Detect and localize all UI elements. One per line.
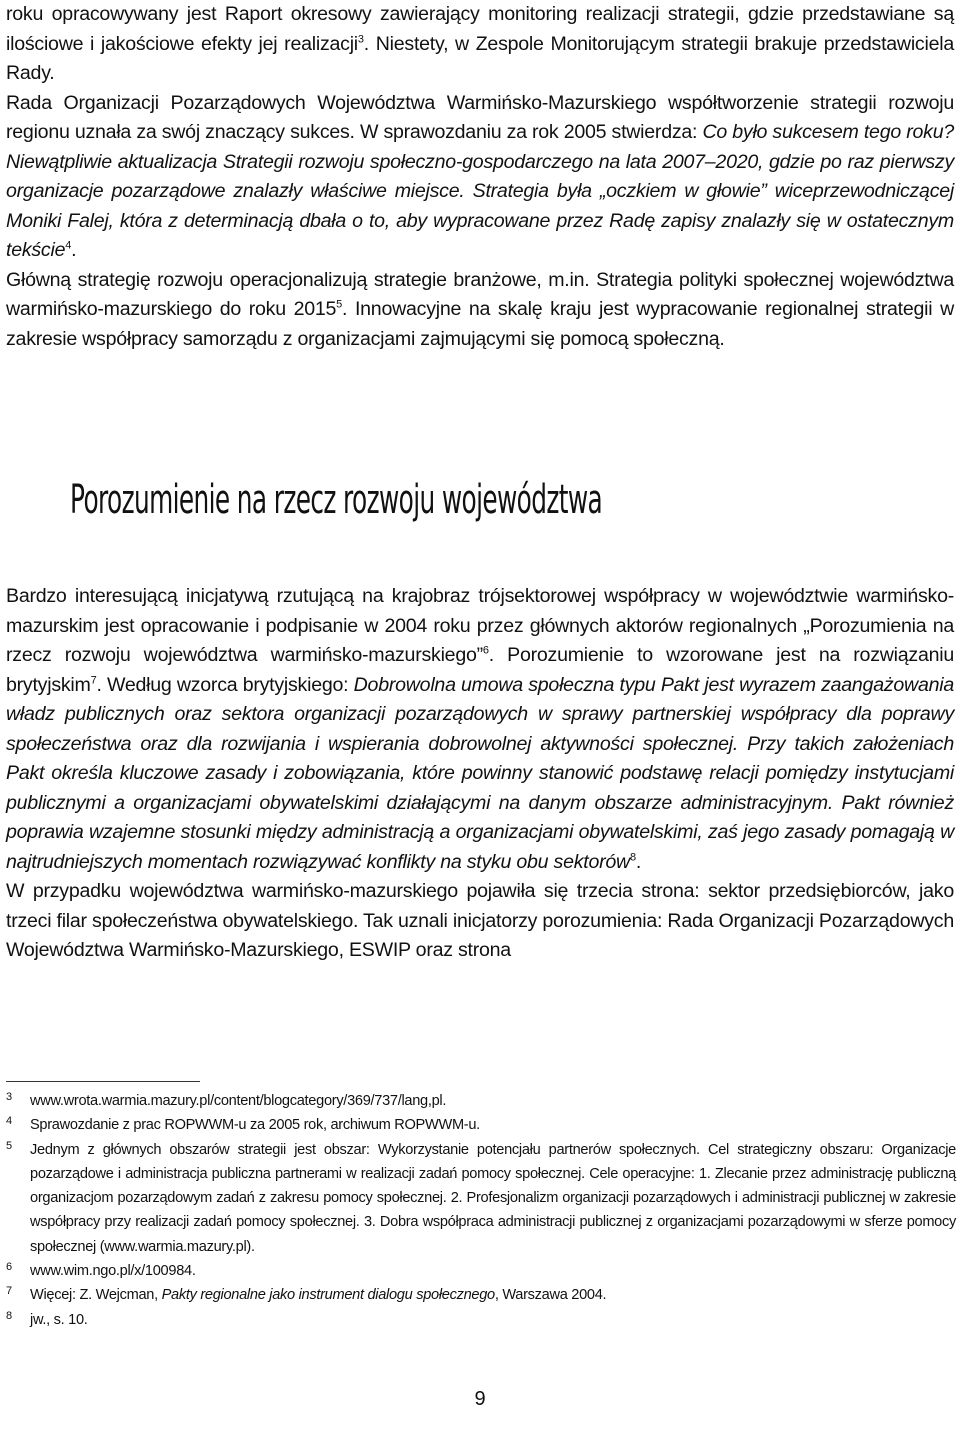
footnote	[6, 1113, 956, 1137]
footnote-text: jw., s. 10.	[30, 1311, 88, 1328]
footnote-number: 6	[6, 1261, 12, 1274]
footnote-number: 3	[6, 1091, 12, 1103]
paragraph	[6, 266, 954, 355]
paragraph	[6, 582, 954, 877]
footnote-number: 8	[6, 1309, 12, 1322]
text-run: . Innowacyjne na skalę kraju jest wypracowanie regionalnej strategii w zakresie współpracy samorządu z organizacjami zajmującymi się pomocą społeczną.	[6, 298, 954, 350]
footnote-divider	[6, 1081, 200, 1082]
footnote-text: Jednym z głównych obszarów strategii jest obszar: Wykorzystanie potencjału partnerów społecznych. Cel strategiczny obszaru: Organizacje pozarządowe i administracja publiczna partnerami w realizacji zadań pomocy społecznej. Cele operacyjne: 1. Zlecanie przez administrację publiczną organizacjom pozarządowym zadań z zakresu pomocy społecznej. 2. Profesjonalizm organizacji pozarządowych i administracji publicznej w zakresie współpracy przy realizacji zadań pomocy społecznej. 3. Dobra współpraca administracji publicznej z organizacjami pozarządowymi w sferze pomocy społecznej (www.warmia.mazury.pl).	[30, 1141, 956, 1255]
footnote	[6, 1259, 956, 1283]
text-run: roku opracowywany jest Raport okresowy zawierający monitoring realizacji strategii, gdzie przedstawiane są ilościowe i jakościowe efekty jej realizacji	[6, 3, 954, 55]
footnote-number: 5	[6, 1139, 12, 1152]
footnote	[6, 1089, 956, 1113]
quote-italic: Co było sukcesem tego roku? Niewątpliwie aktualizacja Strategii rozwoju społeczno-gospodarczego na lata 2007–2020, gdzie po raz pierwszy organizacje pozarządowe znalazły właściwe miejsce. Strategia była „oczkiem w głowie” wiceprzewodniczącej Moniki Falej, która z determinacją dbała o to, aby wypracowane przez Radę zapisy znalazły się w ostatecznym tekście	[6, 121, 954, 261]
text-run: .	[635, 850, 642, 873]
footnote-ref: 8	[629, 850, 636, 863]
footnote-text: Więcej: Z. Wejcman,	[30, 1287, 162, 1304]
footnote-text: Sprawozdanie z prac ROPWWM-u za 2005 rok, archiwum ROPWWM-u.	[30, 1117, 480, 1134]
footnote-number: 7	[6, 1285, 12, 1298]
section-agreement	[6, 582, 954, 966]
text-run: Rada Organizacji Pozarządowych Województwa Warmińsko-Mazurskiego współtworzenie strategii rozwoju regionu uznała za swój znaczący sukces. W sprawozdaniu za rok 2005 stwierdza:	[6, 91, 954, 143]
book-title: Pakty regionalne jako instrument dialogu społecznego	[161, 1287, 495, 1304]
footnote-ref: 4	[65, 239, 72, 252]
text-run: Główną strategię rozwoju operacjonalizują strategie branżowe, m.in. Strategia polityki społecznej województwa warmińsko-mazurskiego do roku 2015	[6, 268, 954, 320]
quote-italic: Dobrowolna umowa społeczna typu Pakt jest wyrazem zaangażowania władz publicznych oraz sektora organizacji pozarządowych w sprawy partnerskiej współpracy dla poprawy społeczeństwa oraz dla rozwijania i wspierania dobrowolnej aktywności społecznej. Przy takich założeniach Pakt określa kluczowe zasady i zobowiązania, które powinny stanowić podstawę relacji pomiędzy instytucjami publicznymi a organizacjami obywatelskimi działającymi na danym obszarze administracyjnym. Pakt również poprawia wzajemne stosunki między administracją a organizacjami obywatelskimi, zaś jego zasady pomagają w najtrudniejszych momentach rozwiązywać konflikty na styku obu sektorów	[6, 673, 954, 873]
footnote	[6, 1308, 956, 1332]
footnote	[6, 1283, 956, 1307]
footnote	[6, 1138, 956, 1259]
footnotes	[6, 1089, 956, 1332]
paragraph	[6, 89, 954, 266]
text-run: . Według wzorca brytyjskiego:	[96, 673, 354, 696]
text-run: . Niestety, w Zespole Monitorującym strategii brakuje przedstawiciela Rady.	[6, 32, 954, 84]
footnote-ref: 5	[336, 298, 343, 311]
footnote-text: , Warszawa 2004.	[494, 1287, 607, 1304]
section-intro	[6, 0, 954, 354]
footnote-ref: 6	[482, 644, 489, 657]
footnote-ref: 7	[90, 673, 97, 686]
text-run: .	[71, 239, 77, 261]
footnote-link-text: www.wim.ngo.pl/x/100984.	[30, 1263, 196, 1280]
footnote-link-text: www.wrota.warmia.mazury.pl/content/blogcategory/369/737/lang,pl.	[30, 1093, 447, 1109]
paragraph: W przypadku województwa warmińsko-mazurskiego pojawiła się trzecia strona: sektor przedsiębiorców, jako trzeci filar społeczeństwa obywatelskiego. Tak uznali inicjatorzy porozumienia: Rada Organizacji Pozarządowych Województwa Warmińsko-Mazurskiego, ESWIP oraz strona	[6, 880, 954, 961]
page-number: 9	[474, 1388, 486, 1410]
text-run: Bardzo interesującą inicjatywą rzutującą na krajobraz trójsektorowej współpracy w województwie warmińsko-mazurskim jest opracowanie i podpisanie w 2004 roku przez głównych aktorów regionalnych „Porozumienia na rzecz rozwoju województwa warmińsko-mazurskiego”	[6, 585, 954, 666]
footnote-number: 4	[6, 1115, 12, 1128]
paragraph	[6, 0, 954, 89]
text-run: . Porozumienie to wzorowane jest na rozwiązaniu brytyjskim	[6, 644, 954, 696]
section-heading: Porozumienie na rzecz rozwoju województwa	[70, 477, 603, 523]
footnote-ref: 3	[357, 32, 364, 45]
